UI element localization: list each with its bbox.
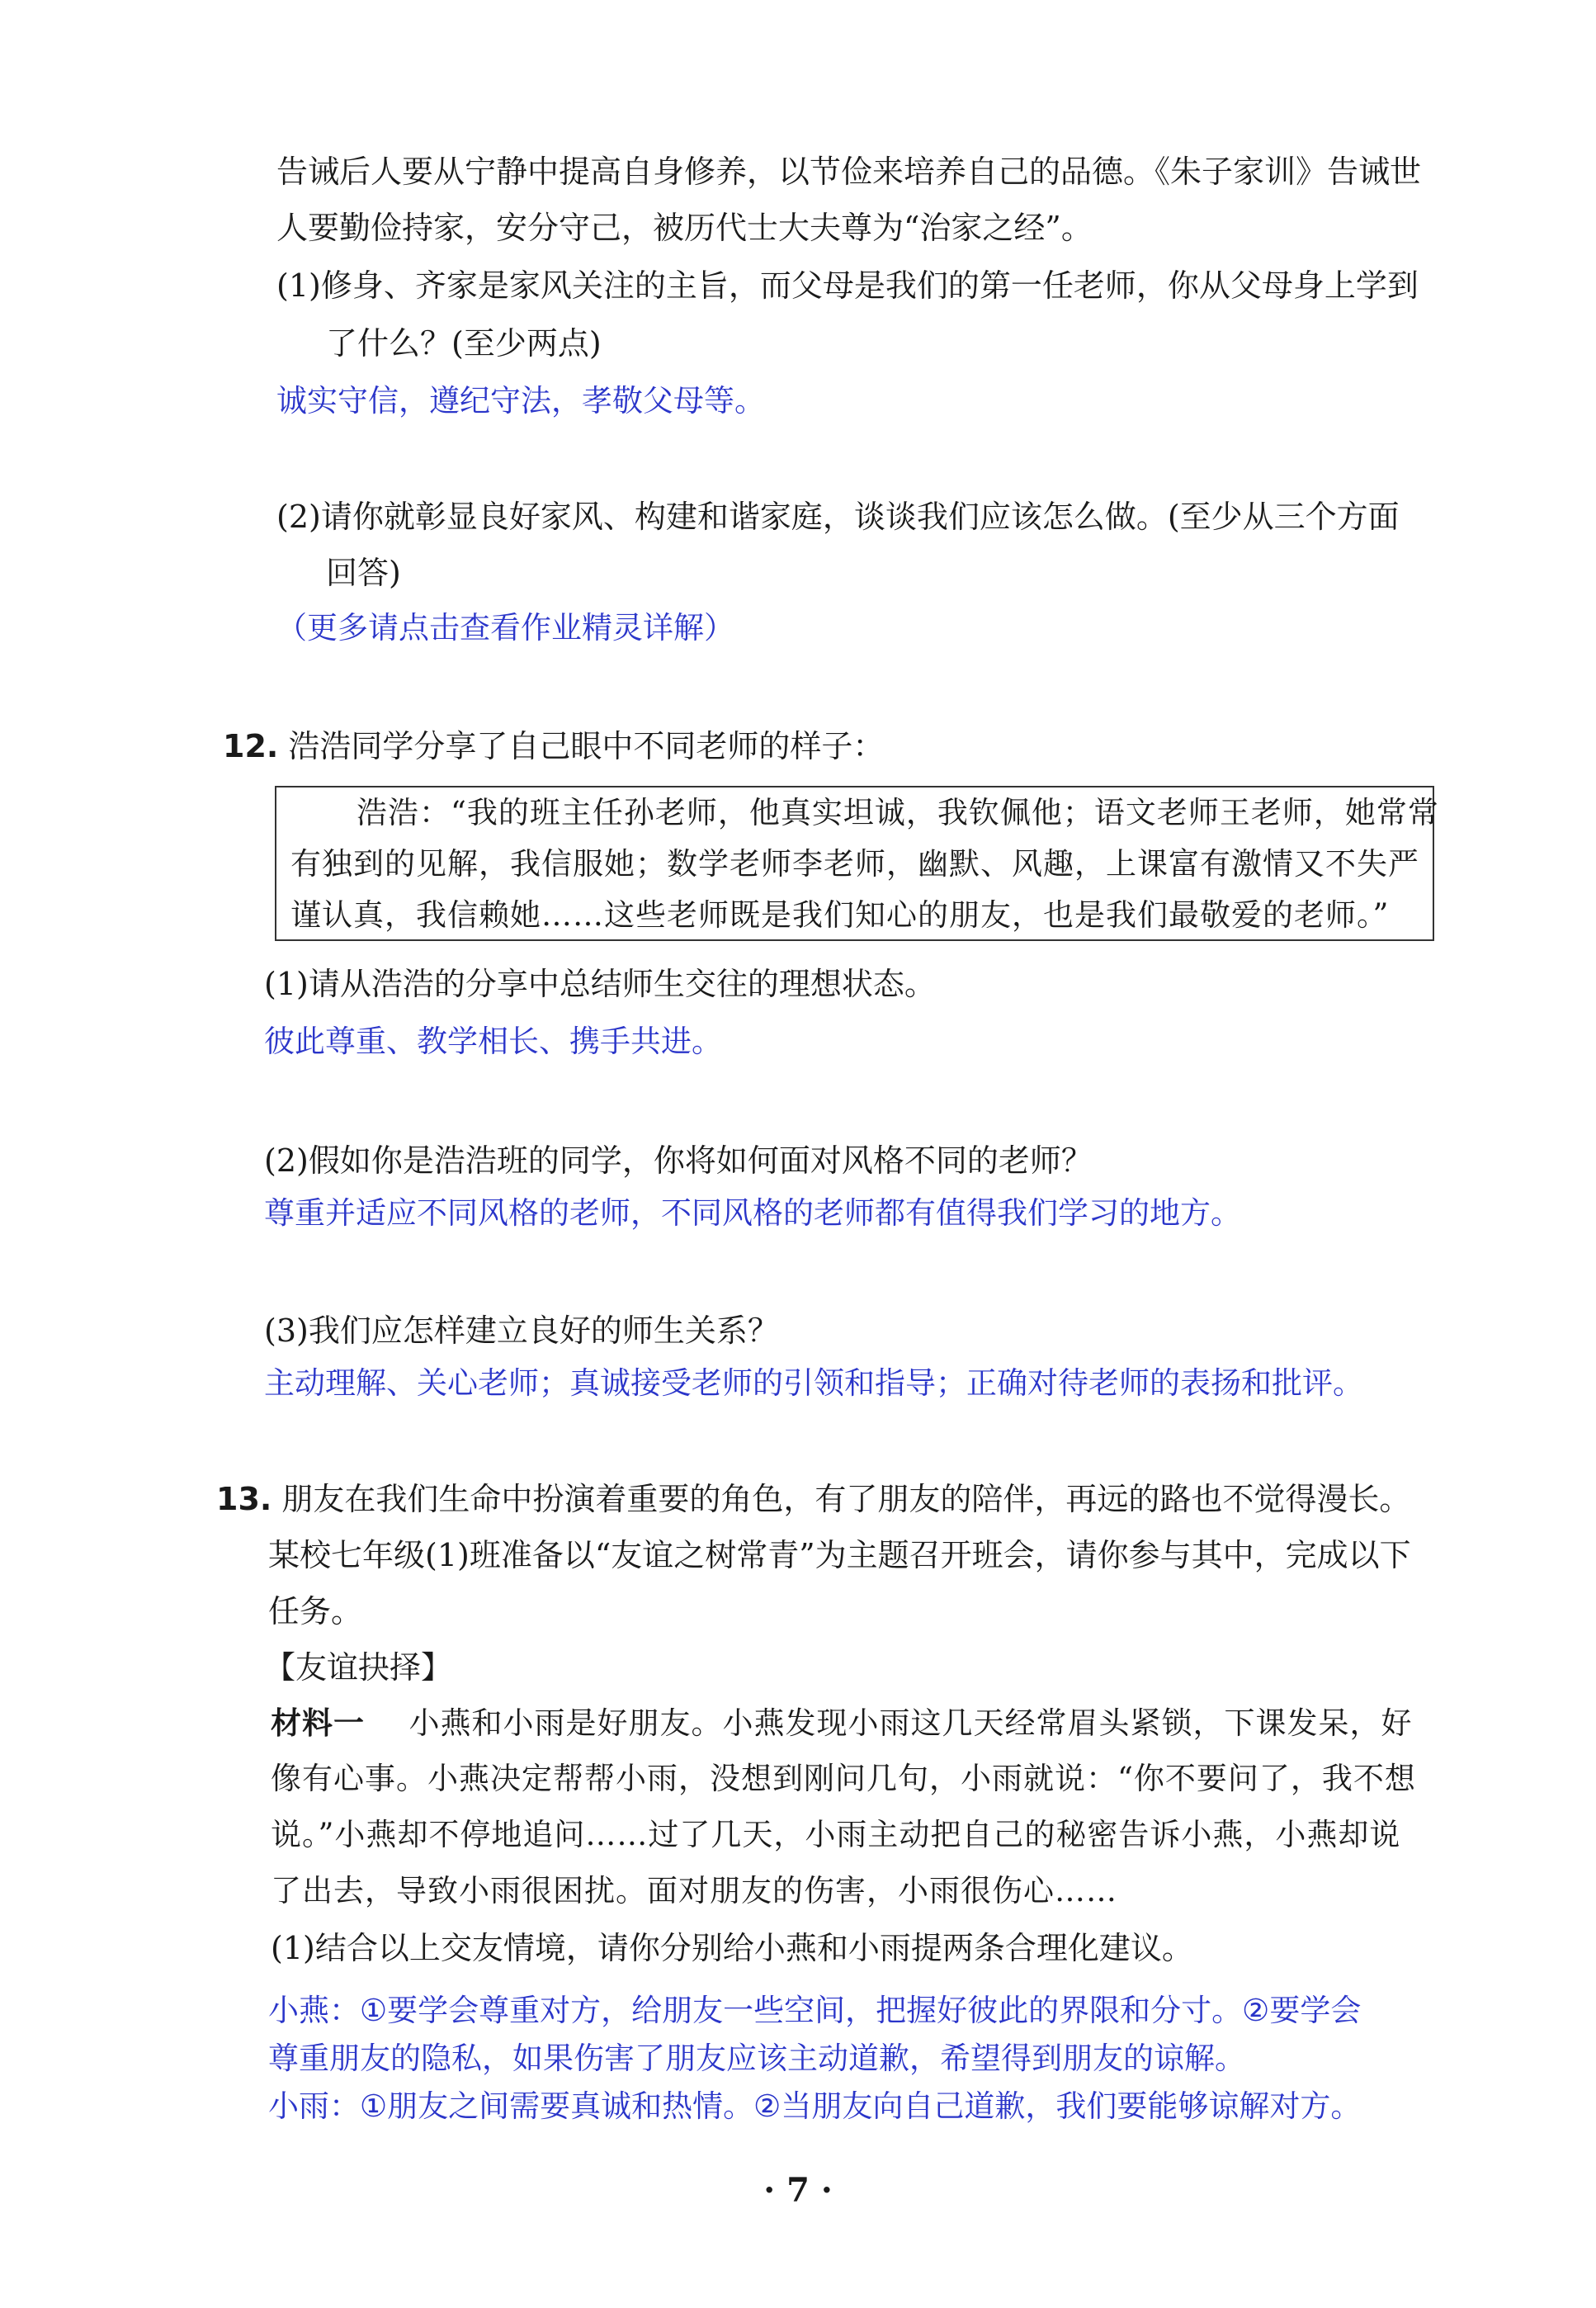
q11-sub1-question-line-2: 了什么？(至少两点) <box>326 325 602 362</box>
q11-sub1-answer: 诚实守信，遵纪守法，孝敬父母等。 <box>276 383 765 419</box>
q12-sub1-answer: 彼此尊重、教学相长、携手共进。 <box>264 1024 722 1059</box>
q12-quote-line-1: 浩浩：“我的班主任孙老师，他真实坦诚，我钦佩他；语文老师王老师，她常常 <box>357 795 1439 830</box>
q13-sub1-answer-line-1: 小燕：①要学会尊重对方，给朋友一些空间，把握好彼此的界限和分寸。②要学会 <box>268 1993 1362 2028</box>
q13-sub1-answer-line-2: 尊重朋友的隐私，如果伤害了朋友应该主动道歉，希望得到朋友的谅解。 <box>268 2041 1245 2076</box>
q11-sub1-question-line-1: (1)修身、齐家是家风关注的主旨，而父母是我们的第一任老师，你从父母身上学到 <box>276 267 1419 304</box>
q12-sub1-question: (1)请从浩浩的分享中总结师生交往的理想状态。 <box>264 966 936 1002</box>
q13-material-line-4: 了出去，导致小雨很困扰。面对朋友的伤害，小雨很伤心…… <box>271 1873 1117 1908</box>
q12-sub3-question: (3)我们应怎样建立良好的师生关系？ <box>264 1312 779 1349</box>
q13-stem-line-1 <box>216 1478 1410 1521</box>
q13-stem-line-2: 某校七年级(1)班准备以“友谊之树常青”为主题召开班会，请你参与其中，完成以下 <box>268 1537 1411 1573</box>
intro-line-2: 人要勤俭持家，安分守己，被历代士大夫尊为“治家之经”。 <box>276 210 1093 246</box>
q12-sub2-question: (2)假如你是浩浩班的同学，你将如何面对风格不同的老师？ <box>264 1142 1093 1179</box>
q11-sub2-question-line-2: 回答) <box>326 555 401 591</box>
page-number: · 7 · <box>763 2171 833 2210</box>
q12-quote-line-2: 有独到的见解，我信服她；数学老师李老师，幽默、风趣，上课富有激情又不失严 <box>290 846 1419 882</box>
q12-stem-text: 浩浩同学分享了自己眼中不同老师的样子： <box>288 728 885 764</box>
intro-line-1: 告诫后人要从宁静中提高自身修养，以节俭来培养自己的品德。《朱子家训》告诫世 <box>276 154 1422 190</box>
q13-material-text-1: 小燕和小雨是好朋友。小燕发现小雨这几天经常眉头紧锁，下课发呆，好 <box>408 1705 1413 1741</box>
q12-sub2-answer: 尊重并适应不同风格的老师，不同风格的老师都有值得我们学习的地方。 <box>264 1195 1241 1231</box>
q13-material-label: 材料一 <box>271 1705 365 1741</box>
q13-stem-text-1: 朋友在我们生命中扮演着重要的角色，有了朋友的陪伴，再远的路也不觉得漫长。 <box>281 1481 1411 1517</box>
q11-sub2-question-line-1: (2)请你就彰显良好家风、构建和谐家庭，谈谈我们应该怎么做。(至少从三个方面 <box>276 499 1400 535</box>
q13-material-line-1 <box>271 1702 1413 1744</box>
q13-number: 13. <box>216 1481 272 1517</box>
q13-material-line-3: 说。”小燕却不停地追问……过了几天，小雨主动把自己的秘密告诉小燕，小燕却说 <box>271 1817 1401 1852</box>
q13-sub1-question: (1)结合以上交友情境，请你分别给小燕和小雨提两条合理化建议。 <box>271 1930 1193 1966</box>
view-details-link[interactable]: （更多请点击查看作业精灵详解） <box>276 610 734 646</box>
q12-sub3-answer: 主动理解、关心老师；真诚接受老师的引领和指导；正确对待老师的表扬和批评。 <box>264 1365 1363 1401</box>
q13-section-title: 【友谊抉择】 <box>264 1649 453 1686</box>
q12-quote-line-3: 谨认真，我信赖她……这些老师既是我们知心的朋友，也是我们最敬爱的老师。” <box>290 897 1390 933</box>
q13-sub1-answer-line-3: 小雨：①朋友之间需要真诚和热情。②当朋友向自己道歉，我们要能够谅解对方。 <box>268 2088 1362 2124</box>
q12-stem <box>223 725 884 768</box>
q12-number: 12. <box>223 728 279 764</box>
q13-material-line-2: 像有心事。小燕决定帮帮小雨，没想到刚问几句，小雨就说：“你不要问了，我不想 <box>271 1761 1416 1796</box>
q13-stem-line-3: 任务。 <box>268 1593 363 1629</box>
